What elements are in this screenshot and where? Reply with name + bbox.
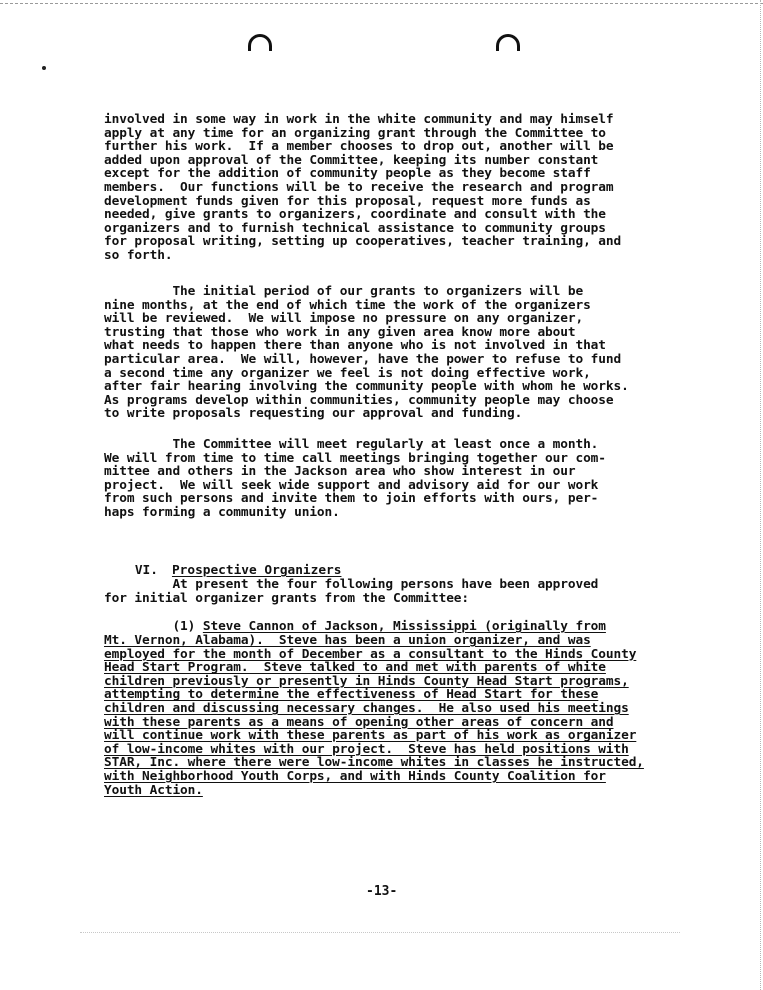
- binding-hole-right-mark: [496, 34, 520, 51]
- organizer-1-description: [104, 634, 704, 797]
- text-line: development funds given for this proposal, request more funds as: [104, 193, 591, 209]
- text-line: for initial organizer grants from the Committee:: [104, 590, 470, 606]
- paragraph-committee-meetings: [104, 438, 704, 520]
- text-line: STAR, Inc. where there were low-income whites in classes he instructed,: [104, 755, 644, 771]
- section-number: VI.: [134, 563, 158, 578]
- text-line: At present the four following persons have been approved: [104, 577, 599, 592]
- text-line: after fair hearing involving the community people with whom he works.: [104, 379, 629, 395]
- organizer-1-number: (1): [104, 619, 203, 634]
- binding-hole-left-mark: [248, 34, 272, 51]
- text-line: will continue work with these parents as part of his work as organizer: [104, 728, 637, 744]
- text-line: to write proposals requesting our approval and funding.: [104, 406, 523, 422]
- text-line: with these parents as a means of opening other areas of concern and: [104, 714, 614, 730]
- text-line: apply at any time for an organizing grant through the Committee to: [104, 125, 606, 141]
- scan-edge-top: [0, 3, 763, 4]
- text-line: We will from time to time call meetings bringing together our com-: [104, 450, 606, 466]
- scan-edge-right: [760, 0, 761, 990]
- text-line: nine months, at the end of which time the work of the organizers: [104, 297, 591, 313]
- text-line: mittee and others in the Jackson area who show interest in our: [104, 464, 576, 480]
- text-line: of low-income whites with our project. Steve has held positions with: [104, 741, 629, 757]
- page-number: -13-: [366, 884, 398, 899]
- text-line: Head Start Program. Steve talked to and met with parents of white: [104, 660, 606, 676]
- paragraph-continuation: [104, 113, 704, 263]
- scan-speck: [42, 66, 46, 70]
- text-line: involved in some way in work in the white community and may himself: [104, 112, 614, 127]
- scan-edge-bottom: [80, 932, 680, 933]
- text-line: what needs to happen there than anyone who is not involved in that: [104, 338, 606, 354]
- text-line: will be reviewed. We will impose no pressure on any organizer,: [104, 311, 584, 327]
- paragraph-grant-period: [104, 285, 704, 421]
- text-line: except for the addition of community people as they become staff: [104, 166, 591, 182]
- paragraph-present-organizers: [104, 578, 704, 605]
- text-line: Youth Action.: [104, 782, 203, 798]
- text-line: particular area. We will, however, have the power to refuse to fund: [104, 351, 622, 367]
- text-line: attempting to determine the effectiveness of Head Start for these: [104, 687, 599, 703]
- text-line: children previously or presently in Hinds County Head Start programs,: [104, 673, 629, 689]
- text-line: children and discussing necessary changes. He also used his meetings: [104, 700, 629, 716]
- text-line: haps forming a community union.: [104, 504, 340, 520]
- section-title: Prospective Organizers: [171, 563, 342, 578]
- text-line: The Committee will meet regularly at least once a month.: [104, 437, 599, 452]
- text-line: with Neighborhood Youth Corps, and with Hinds County Coalition for: [104, 768, 606, 784]
- text-line: needed, give grants to organizers, coordinate and consult with the: [104, 207, 606, 223]
- text-line: employed for the month of December as a consultant to the Hinds County: [104, 646, 637, 662]
- text-line: added upon approval of the Committee, keeping its number constant: [104, 152, 599, 168]
- text-line: Mt. Vernon, Alabama). Steve has been a union organizer, and was: [104, 633, 591, 648]
- text-line: further his work. If a member chooses to drop out, another will be: [104, 139, 614, 155]
- text-line: so forth.: [104, 247, 173, 263]
- text-line: The initial period of our grants to organizers will be: [104, 284, 584, 299]
- text-line: a second time any organizer we feel is not doing effective work,: [104, 365, 591, 381]
- text-line: for proposal writing, setting up cooperatives, teacher training, and: [104, 234, 622, 250]
- text-line: trusting that those who work in any given area know more about: [104, 324, 576, 340]
- organizer-1-entry: [104, 620, 704, 634]
- organizer-1-first-line: Steve Cannon of Jackson, Mississippi (originally from: [202, 619, 606, 634]
- text-line: from such persons and invite them to join efforts with ours, per-: [104, 491, 599, 507]
- text-line: members. Our functions will be to receive the research and program: [104, 179, 614, 195]
- text-line: As programs develop within communities, community people may choose: [104, 392, 614, 408]
- text-line: project. We will seek wide support and advisory aid for our work: [104, 477, 599, 493]
- text-line: organizers and to furnish technical assistance to community groups: [104, 220, 606, 236]
